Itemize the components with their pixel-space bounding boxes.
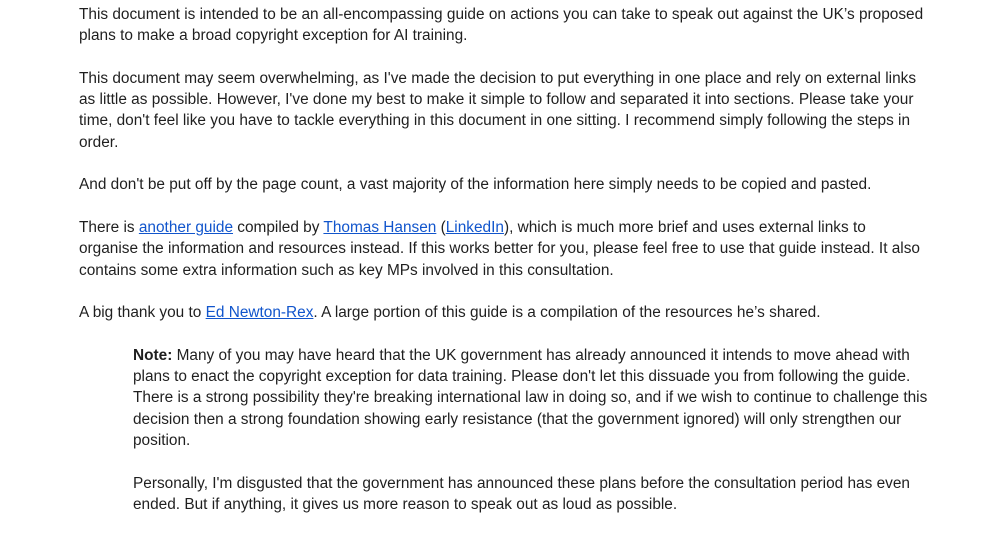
note-paragraph [133,345,933,451]
overwhelming-paragraph: This document may seem overwhelming, as I've made the decision to put everything in one place and rely on external links as little as possible. However, I've done my best to make it simple to follow and separated it into sections. Please take your time, don't feel like you have to tackle everything in this document in one sitting. I recommend simply following the steps in order. [79,69,917,151]
thomas-hansen-link[interactable]: Thomas Hansen [323,218,437,236]
other-guide-paragraph [79,217,929,281]
other-guide-text: ( [436,218,446,236]
note-label: Note: [133,346,173,364]
thanks-text: . A large portion of this guide is a compilation of the resources he’s shared. [313,304,821,322]
thanks-paragraph [79,302,929,323]
personal-paragraph: Personally, I'm disgusted that the government has announced these plans before the consultation period has even ended. But if anything, it gives us more reason to speak out as loud as possible. [133,474,910,513]
other-guide-text: ), which is much more brief and uses external links to organise the information and resources instead. If this works better for you, please feel free to use that guide instead. It also contains some extra information such as key MPs involved in this consultation. [79,218,920,279]
ed-newton-rex-link[interactable]: Ed Newton-Rex [205,304,314,322]
intro-paragraph: This document is intended to be an all-encompassing guide on actions you can take to speak out against the UK’s proposed plans to make a broad copyright exception for AI training. [79,6,924,45]
thanks-text: A big thank you to [79,304,206,322]
page-count-paragraph: And don't be put off by the page count, a vast majority of the information here simply needs to be copied and pasted. [79,176,872,194]
linkedin-link[interactable]: LinkedIn [445,218,504,236]
another-guide-link[interactable]: another guide [138,218,234,236]
other-guide-text: compiled by [233,218,324,236]
other-guide-text: There is [79,218,139,236]
document-body [79,4,929,536]
note-text: Many of you may have heard that the UK government has already announced it intends to move ahead with plans to enact the copyright exception for data training. Please don't let this dissuade you from following the guide. There is a strong possibility they're breaking international law in doing so, and if we wish to continue to challenge this decision then a strong foundation showing early resistance (that the government ignored) will only strengthen our position. [133,346,928,449]
